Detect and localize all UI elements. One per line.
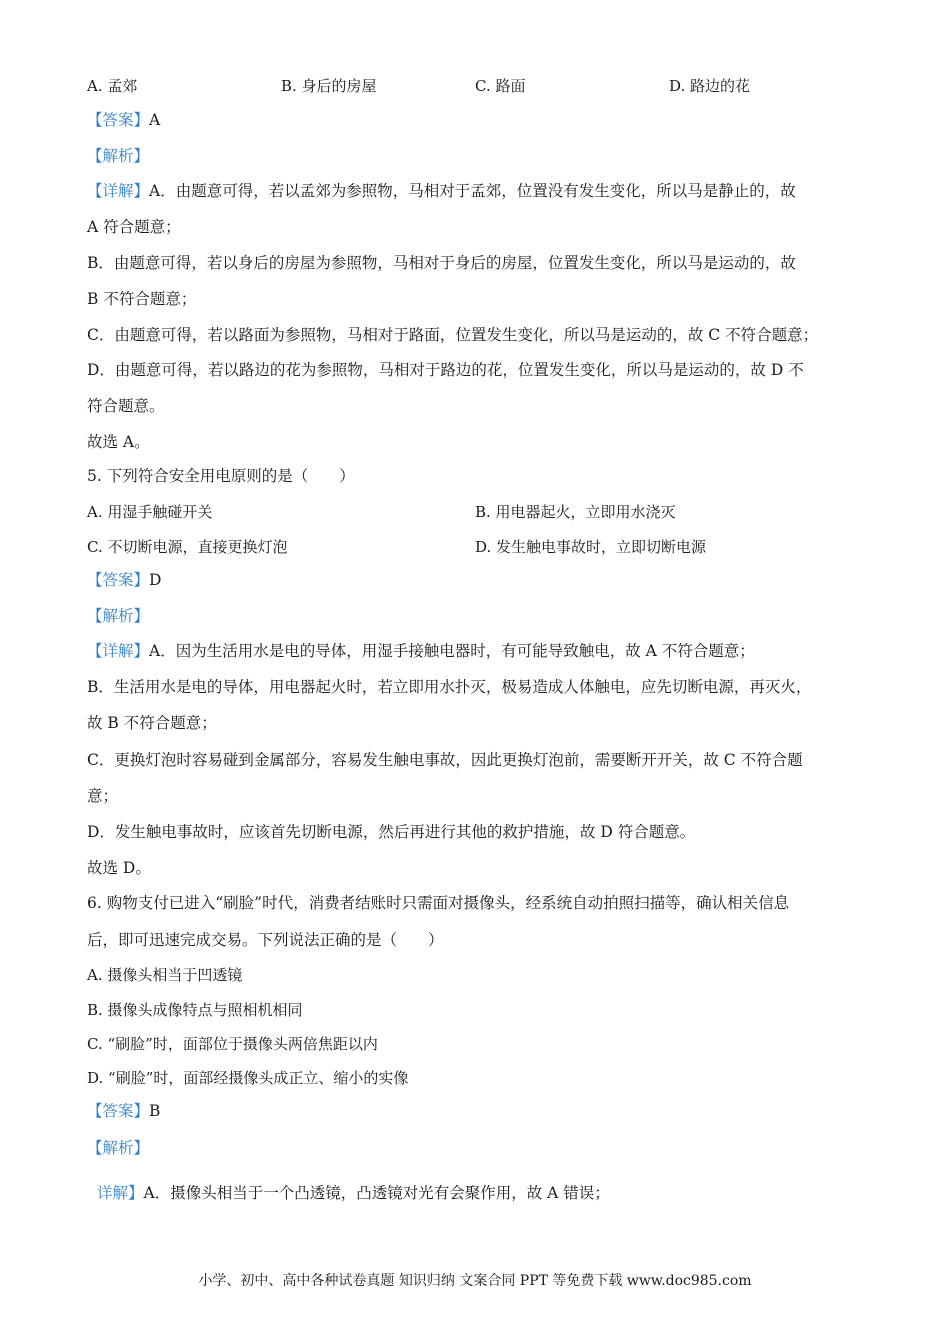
answer-tag: 【答案】: [87, 1102, 150, 1120]
q4-option-c: C. 路面: [475, 77, 526, 95]
q6-option-b: B. 摄像头成像特点与照相机相同: [87, 1001, 303, 1019]
q5-detail-line-1: [87, 641, 755, 661]
q4-detail-line-4: B 不符合题意；: [87, 290, 197, 308]
q5-answer: [87, 570, 161, 590]
q6-question-line-2: 后，即可迅速完成交易。下列说法正确的是（ ）: [87, 931, 444, 949]
q5-conclusion: 故选 D。: [87, 859, 151, 877]
q6-detail-line-1: [97, 1183, 610, 1203]
q4-detail-line-3: B．由题意可得，若以身后的房屋为参照物，马相对于身后的房屋，位置发生变化，所以马是运动的，故: [87, 254, 796, 272]
answer-tag: 【答案】: [87, 571, 150, 589]
q4-conclusion: 故选 A。: [87, 433, 150, 451]
detail-tag: 【详解】: [87, 642, 150, 660]
q4-answer: [87, 110, 160, 130]
q4-detail-line-5: C．由题意可得，若以路面为参照物，马相对于路面，位置发生变化，所以马是运动的，故 C 不符合题意；: [87, 326, 819, 344]
detail-text: A．摄像头相当于一个凸透镜，凸透镜对光有会聚作用，故 A 错误；: [143, 1184, 610, 1202]
q5-detail-line-2: B．生活用水是电的导体，用电器起火时，若立即用水扑灭，极易造成人体触电，应先切断电源，再灭火，: [87, 678, 812, 696]
q4-option-a: A. 孟郊: [87, 77, 138, 95]
q6-answer: [87, 1101, 160, 1121]
analysis-tag: 【解析】: [87, 147, 150, 165]
q5-option-b: B. 用电器起火，立即用水浇灭: [475, 503, 676, 521]
q5-detail-line-4: C．更换灯泡时容易碰到金属部分，容易发生触电事故，因此更换灯泡前，需要断开开关，故 C 不符合题: [87, 751, 803, 769]
detail-text: A．因为生活用水是电的导体，用湿手接触电器时，有可能导致触电，故 A 不符合题意；: [149, 642, 755, 660]
q4-detail-line-6: D．由题意可得，若以路边的花为参照物，马相对于路边的花，位置发生变化，所以马是运动的，故 D 不: [87, 361, 804, 379]
page-footer: 小学、初中、高中各种试卷真题 知识归纳 文案合同 PPT 等免费下载 www.doc985.com: [198, 1273, 752, 1289]
detail-tag: 【详解】: [87, 182, 150, 200]
detail-text: A．由题意可得，若以孟郊为参照物，马相对于孟郊，位置没有发生变化，所以马是静止的，故: [149, 182, 796, 200]
q4-detail-line-7: 符合题意。: [87, 397, 165, 415]
q6-analysis-tag: [87, 1138, 149, 1158]
q6-option-d: D. “刷脸”时，面部经摄像头成正立、缩小的实像: [87, 1069, 409, 1087]
q4-analysis-tag: [87, 146, 149, 166]
answer-value: A: [149, 111, 161, 129]
q5-question: 5. 下列符合安全用电原则的是（ ）: [87, 467, 355, 485]
q4-detail-line-1: [87, 181, 796, 201]
q5-option-a: A. 用湿手触碰开关: [87, 503, 213, 521]
q6-option-a: A. 摄像头相当于凹透镜: [87, 966, 243, 984]
q4-option-b: B. 身后的房屋: [281, 77, 377, 95]
q4-detail-line-2: A 符合题意；: [87, 218, 181, 236]
answer-tag: 【答案】: [87, 111, 150, 129]
detail-tag: 详解】: [97, 1184, 144, 1202]
q5-detail-line-6: D．发生触电事故时，应该首先切断电源，然后再进行其他的救护措施，故 D 符合题意。: [87, 823, 696, 841]
q5-analysis-tag: [87, 606, 149, 626]
q5-detail-line-3: 故 B 不符合题意；: [87, 714, 217, 732]
answer-value: D: [149, 571, 162, 589]
answer-value: B: [149, 1102, 161, 1120]
q5-option-d: D. 发生触电事故时，立即切断电源: [475, 538, 707, 556]
analysis-tag: 【解析】: [87, 607, 150, 625]
q4-option-d: D. 路边的花: [669, 77, 751, 95]
q6-question-line-1: 6. 购物支付已进入“刷脸”时代，消费者结账时只需面对摄像头，经系统自动拍照扫描等，确认相关信息: [87, 894, 790, 912]
q5-option-c: C. 不切断电源，直接更换灯泡: [87, 538, 288, 556]
analysis-tag: 【解析】: [87, 1139, 150, 1157]
q6-option-c: C. “刷脸”时，面部位于摄像头两倍焦距以内: [87, 1035, 378, 1053]
q5-detail-line-5: 意；: [87, 787, 119, 805]
